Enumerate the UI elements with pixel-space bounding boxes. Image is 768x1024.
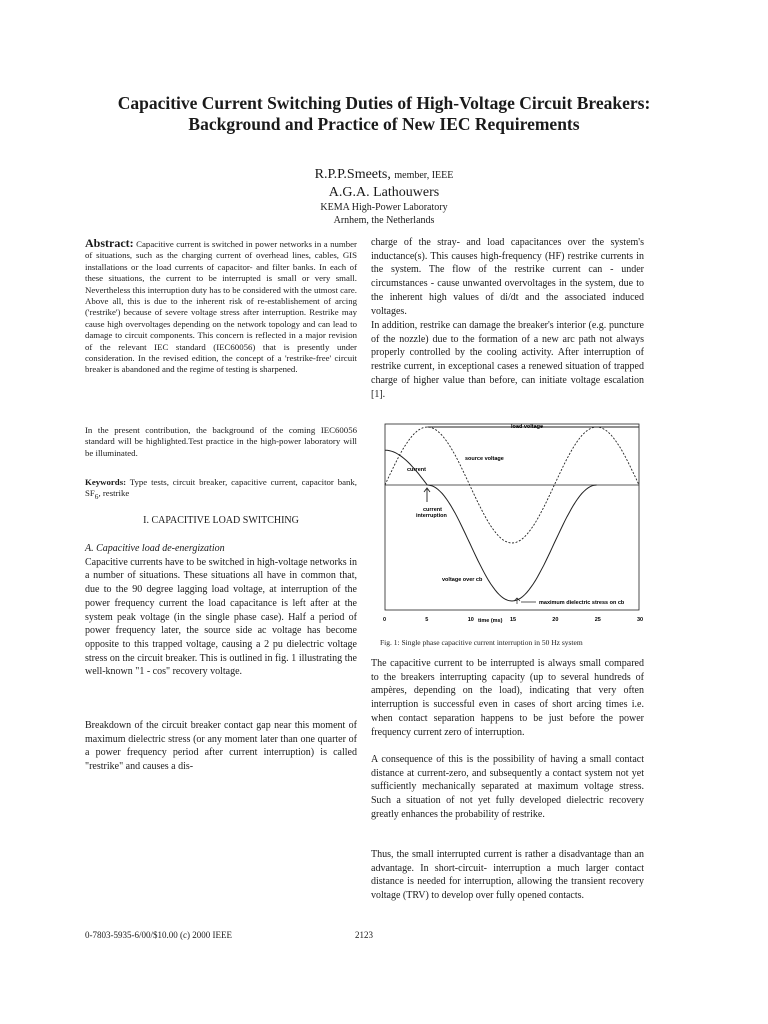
abstract-text: Capacitive current is switched in power networks in a number of situations, such as the charging current of overhead lines, cables, GIS installations or the load currents of capacitor- and filter banks. In each of these situations, the current to be interrupted is small or very small. Nevertheless this interruption duty has to be considered with the utmost care. Above all, this is due to the inherent risk of re-establishement of arcing ('restrike') because of severe voltage stress after interruption. Restrike may cause high overvoltages depending on the network topology and can lead to damage to circuit components. This concern is reflected in a major revision of the relevant IEC standard (IEC60056) that is presently under consideration. In the revised edition, the concept of a 'restrike-free' circuit breaker is abandoned and the regime of testing is sharpened. — [85, 239, 357, 375]
label-max-stress: maximum dielectric stress on cb — [539, 600, 625, 606]
affiliation-1: KEMA High-Power Laboratory — [320, 202, 448, 213]
intro-paragraph — [85, 425, 357, 459]
affiliation-2: Arnhem, the Netherlands — [333, 215, 435, 226]
right-paragraph-2: In addition, restrike can damage the breaker's interior (e.g. puncture of the nozzle) due to the formation of a new arc path not always properly controlled by the cooling activity. After interruption of restrike current, in exceptional cases a renewed situation of trapped charge of higher value than before, can initiate voltage escalation [1]. — [371, 320, 644, 400]
figure-1-chart — [371, 418, 644, 633]
x-tick-label: 20 — [552, 617, 559, 623]
copyright-line: 0-7803-5935-6/00/$10.00 (c) 2000 IEEE — [85, 930, 232, 940]
x-tick-label: 15 — [510, 617, 517, 623]
paper-title — [60, 93, 708, 135]
paragraph-2: Breakdown of the circuit breaker contact gap near this moment of maximum dielectric stress (or any moment later than one quarter of a power frequency period after current interruption) is called "restrike" and causes a dis- — [85, 720, 357, 773]
figure-1 — [371, 418, 644, 633]
right-paragraph-5: Thus, the small interrupted current is rather a disadvantage than an advantage. In short-circuit- interruption a much larger contact distance is needed for interruption, allowing the transient recovery voltage (TRV) to develop over fully opened contacts. — [371, 849, 644, 902]
figure-caption: Fig. 1: Single phase capacitive current interruption in 50 Hz system — [380, 638, 583, 647]
author-1: R.P.P.Smeets, — [314, 167, 391, 182]
right-paragraph-3: The capacitive current to be interrupted is always small compared to the breakers interrupting capacity (up to several hundreds of ampères, depending on the load), indicating that very often interruption is successful even in cases of short arcing times i.e. when contact separation happens to be just before the power frequency current zero of interruption. — [371, 658, 644, 738]
x-tick-label: 30 — [637, 617, 644, 623]
subsection-title: A. Capacitive load de-energization — [85, 543, 225, 554]
label-current-interruption-2: interruption — [416, 513, 447, 519]
paragraph-1: Capacitive currents have to be switched in high-voltage networks in a number of situations. These situations all have in common that, due to the 90 degree lagging load voltage, at interruption of the power frequency current the load capacitance is left after at the system peak voltage (in the single phase case). Half a period of power frequency later, the source side ac voltage has become opposite to this trapped voltage, causing a 2 pu dielectric voltage stress on the circuit breaker. This is outlined in fig. 1 illustrating the well-known "1 - cos" recovery voltage. — [85, 556, 357, 678]
label-load-voltage: load voltage — [511, 424, 544, 430]
subsection-block — [85, 542, 357, 679]
title-line-1: Capacitive Current Switching Duties of High-Voltage Circuit Breakers: — [117, 93, 651, 113]
abstract — [85, 238, 357, 376]
right-paragraph-4: A consequence of this is the possibility of having a small contact distance at current-zero, and subsequently a contact system not yet sufficiently mechanically separated at maximum voltage stress. Such a situation of not yet fully developed dielectric recovery greatly enhances the probability of restrike. — [371, 754, 644, 820]
page-number: 2123 — [355, 930, 373, 940]
max-stress-arrow — [514, 598, 536, 604]
tick-labels — [383, 617, 643, 623]
author-1-member: member, IEEE — [394, 170, 454, 181]
interruption-arrow — [424, 488, 430, 502]
x-tick-label: 5 — [425, 617, 429, 623]
section-title: I. CAPACITIVE LOAD SWITCHING — [143, 515, 299, 526]
label-current-interruption-1: current — [423, 507, 442, 513]
label-voltage-over-cb: voltage over cb — [442, 577, 483, 583]
keywords — [85, 477, 357, 503]
intro-text: In the present contribution, the background of the coming IEC60056 standard will be highlighted.Test practice in the high-power laboratory will be illuminated. — [85, 425, 357, 458]
x-tick-label: 0 — [383, 617, 387, 623]
author-2: A.G.A. Lathouwers — [328, 185, 440, 200]
title-line-2: Background and Practice of New IEC Requirements — [188, 114, 580, 134]
x-tick-label: 10 — [467, 617, 474, 623]
keywords-subscript: 6 — [94, 492, 99, 502]
label-current: current — [407, 467, 426, 473]
abstract-heading: Abstract: — [85, 236, 134, 250]
keywords-end: , restrike — [98, 488, 130, 499]
keywords-heading: Keywords: — [85, 477, 127, 487]
label-time: time (ms) — [478, 618, 503, 624]
label-source-voltage: source voltage — [465, 456, 504, 462]
author-block — [200, 166, 568, 227]
x-tick-label: 25 — [594, 617, 601, 623]
right-paragraph-1: charge of the stray- and load capacitances over the system's inductance(s). This causes high-frequency (HF) restrike currents in the system. The flow of the restrike current can - under circumstances - cause unwanted overvoltages in the system, due to the inherent high values of di/dt and the associated induced voltages. — [371, 237, 644, 317]
keywords-text: Type tests, circuit breaker, capacitive current, capacitor bank, SF — [85, 477, 357, 499]
series-voltage-over-cb — [427, 485, 596, 601]
